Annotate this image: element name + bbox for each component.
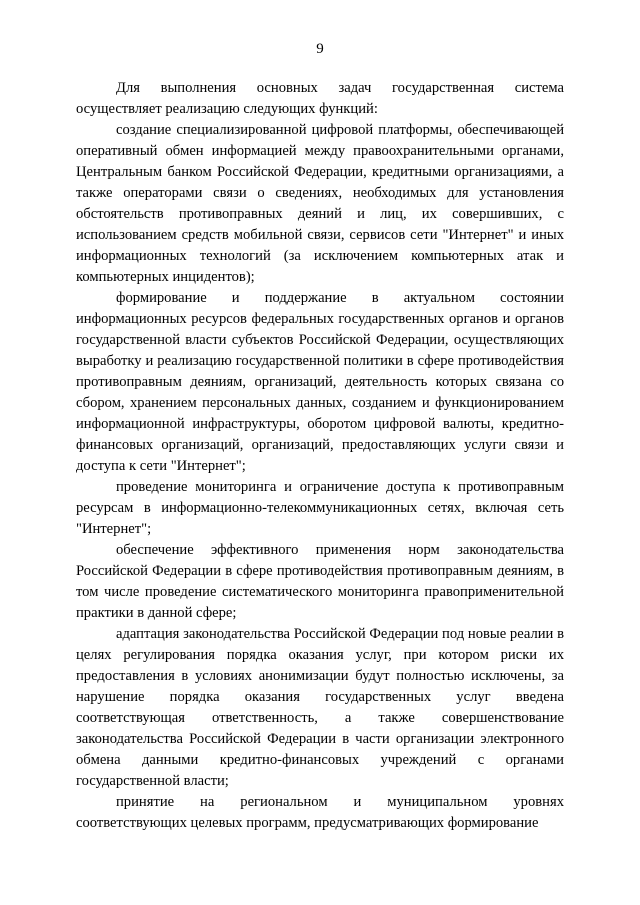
paragraph-target-programs: принятие на региональном и муниципальном уровнях соответствующих целевых программ, предусматривающих формирование bbox=[76, 794, 564, 831]
paragraph-monitoring: проведение мониторинга и ограничение доступа к противоправным ресурсам в информационно-телекоммуникационных сетях, включая сеть "Интернет"; bbox=[76, 479, 564, 537]
paragraph-digital-platform: создание специализированной цифровой платформы, обеспечивающей оперативный обмен информацией между правоохранительными органами, Центральным банком Российской Федерации, кредитными организациями, а также операторами связи о сведениях, необходимых для установления обстоятельств противоправных деяний и лиц, их совершивших, с использованием средств мобильной связи, сервисов сети "Интернет" и иных информационных технологий (за исключением компьютерных атак и компьютерных инцидентов); bbox=[76, 122, 564, 285]
paragraph-law-enforcement: обеспечение эффективного применения норм законодательства Российской Федерации в сфере противодействия противоправным деяниям, в том числе проведение систематического мониторинга правоприменительной практики в данной сфере; bbox=[76, 542, 564, 621]
paragraph-intro: Для выполнения основных задач государственная система осуществляет реализацию следующих функций: bbox=[76, 80, 564, 117]
page-number: 9 bbox=[316, 41, 324, 57]
paragraph-legislation-adaptation: адаптация законодательства Российской Федерации под новые реалии в целях регулирования порядка оказания услуг, при котором риски их предоставления в условиях анонимизации будут полностью исключены, за нарушение порядка оказания государственных услуг введена соответствующая ответственность, а также совершенствование законодательства Российской Федерации в части организации электронного обмена данными кредитно-финансовых учреждений с органами государственной власти; bbox=[76, 626, 564, 789]
paragraph-information-resources: формирование и поддержание в актуальном состоянии информационных ресурсов федеральных государственных органов и органов государственной власти субъектов Российской Федерации, осуществляющих выработку и реализацию государственной политики в сфере противодействия противоправным деяниям, организаций, деятельность которых связана со сбором, хранением персональных данных, созданием и функционированием информационной инфраструктуры, оборотом цифровой валюты, кредитно-финансовых организаций, организаций, предоставляющих услуги связи и доступа к сети "Интернет"; bbox=[76, 290, 564, 474]
document-body bbox=[76, 78, 564, 834]
